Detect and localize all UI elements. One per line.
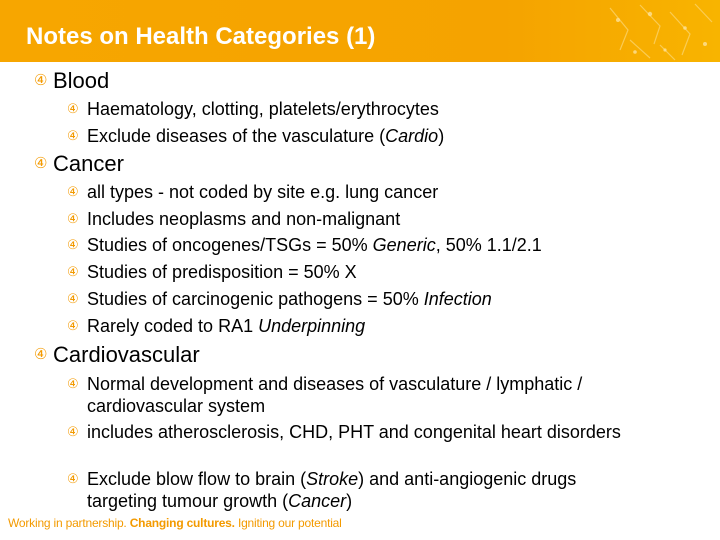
bullet-icon: ④ (67, 211, 79, 226)
list-item: Includes neoplasms and non-malignant (87, 209, 401, 229)
bullet-icon: ④ (67, 471, 79, 486)
bullet-icon: ④ (34, 155, 48, 172)
bullet-icon: ④ (67, 376, 79, 391)
heading-cardiovascular: Cardiovascular (53, 342, 200, 367)
footer (0, 514, 720, 540)
tagline-part-3: Igniting our potential (237, 516, 342, 530)
bullet-icon: ④ (67, 424, 79, 439)
list-item: Exclude diseases of the vasculature (Cardio) (87, 126, 445, 146)
list-item: Haematology, clotting, platelets/erythrocytes (87, 99, 439, 119)
bullet-icon: ④ (67, 184, 79, 199)
bullet-icon: ④ (67, 291, 79, 306)
slide-title: Notes on Health Categories (1) (26, 23, 376, 50)
heading-cancer: Cancer (53, 151, 124, 176)
bullet-icon: ④ (34, 72, 48, 89)
bullet-icon: ④ (67, 264, 79, 279)
heading-blood: Blood (53, 68, 110, 93)
list-item: Studies of oncogenes/TSGs = 50% Generic, 50% 1.1/2.1 (87, 235, 542, 255)
list-item: Normal development and diseases of vasculature / lymphatic / cardiovascular system (87, 374, 583, 416)
bullet-icon: ④ (67, 128, 79, 143)
tagline-part-2: Changing cultures. (129, 516, 235, 530)
list-item: Rarely coded to RA1 Underpinning (87, 316, 366, 336)
footer-tagline (8, 516, 342, 530)
bullet-icon: ④ (67, 318, 79, 333)
bullet-icon: ④ (34, 346, 48, 363)
list-item: all types - not coded by site e.g. lung cancer (87, 182, 439, 202)
tagline-part-1: Working in partnership. (8, 516, 127, 530)
bullet-icon: ④ (67, 101, 79, 116)
list-item: includes atherosclerosis, CHD, PHT and congenital heart disorders (87, 422, 621, 442)
list-item: Studies of carcinogenic pathogens = 50% Infection (87, 289, 492, 309)
bullet-icon: ④ (67, 237, 79, 252)
list-item: Exclude blow flow to brain (Stroke) and anti-angiogenic drugs targeting tumour growth (Cancer) (87, 469, 577, 511)
list-item: Studies of predisposition = 50% X (87, 262, 357, 282)
